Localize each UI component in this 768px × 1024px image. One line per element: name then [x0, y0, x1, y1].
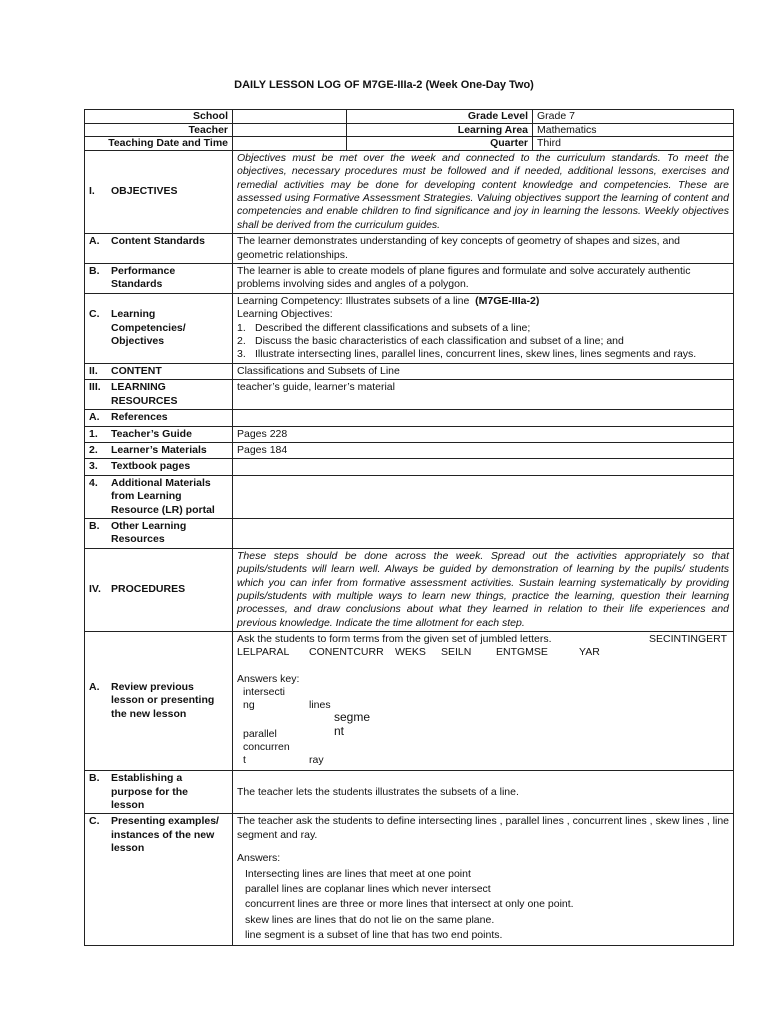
- area-value: Mathematics: [533, 123, 734, 137]
- jumbled-word: SECINTINGERT: [649, 633, 727, 646]
- performance-standards-row: [85, 264, 734, 294]
- teachers-guide-label: 1. Teacher’s Guide: [85, 426, 233, 442]
- teachers-guide-row: [85, 426, 734, 442]
- area-label: Learning Area: [347, 123, 533, 137]
- quarter-label: Quarter: [347, 137, 533, 151]
- answer-line: skew lines are lines that do not lie on the same plane.: [245, 913, 495, 926]
- purpose-text: The teacher lets the students illustrates the subsets of a line.: [233, 771, 734, 814]
- teachers-guide-value: Pages 228: [233, 426, 734, 442]
- jumbled-word: WEKS: [395, 646, 426, 659]
- content-text: Classifications and Subsets of Line: [233, 363, 734, 379]
- performance-standards-label: B. Performance Standards: [85, 264, 233, 294]
- answer-fragment: ng: [243, 699, 255, 712]
- presenting-cell: [233, 814, 734, 945]
- jumbled-word: SEILN: [441, 646, 472, 659]
- answers-key-label: Answers key:: [237, 673, 300, 686]
- competencies-row: [85, 293, 734, 363]
- objectives-heading: Learning Objectives:: [237, 308, 333, 321]
- answer-line: concurrent lines are three or more lines that intersect at only one point.: [245, 898, 574, 911]
- performance-standards-text: The learner is able to create models of plane figures and formulate and solve accurately authentic problems involving sides and angles of a polygon.: [233, 264, 734, 294]
- list-item: 1. Described the different classifications and subsets of a line;: [237, 321, 531, 334]
- school-label: School: [85, 110, 233, 124]
- answer-fragment: t: [243, 754, 246, 767]
- textbook-label: 3. Textbook pages: [85, 459, 233, 475]
- answer-line: Intersecting lines are lines that meet at one point: [245, 867, 471, 880]
- procedures-text: These steps should be done across the week. Spread out the activities appropriately so that pupils/students will learn well. Always be guided by demonstration of learning by the pupils/ students which you can infer from formative assessment activities. Sustain learning systematically by providing pupils/students with multiple ways to learn new things, practice the learning, question their learning processes, and draw conclusions about what they learned in relation to their life experiences and previous knowledge. Indicate the time allotment for each step.: [233, 548, 734, 631]
- presenting-label: C. Presenting examples/ instances of the new lesson: [85, 814, 233, 945]
- content-standards-text: The learner demonstrates understanding of key concepts of geometry of shapes and sizes, and geometric relationships.: [233, 234, 734, 264]
- answer-fragment: lines: [309, 699, 331, 712]
- list-item: 2. Discuss the basic characteristics of each classification and subset of a line; and: [237, 335, 624, 348]
- date-value: [233, 137, 347, 151]
- learners-materials-label: 2. Learner’s Materials: [85, 442, 233, 458]
- references-value: [233, 410, 734, 426]
- list-item: 3. Illustrate intersecting lines, parallel lines, concurrent lines, skew lines, lines segments and rays.: [237, 348, 697, 361]
- grade-value: Grade 7: [533, 110, 734, 124]
- references-label: A. References: [85, 410, 233, 426]
- answer-fragment: ray: [309, 754, 324, 767]
- objectives-text: Objectives must be met over the week and connected to the curriculum standards. To meet the objectives, necessary procedures must be followed and if needed, additional lessons, exercises and remedial activities may be done for developing content knowledge and competencies. These are assessed using Formative Assessment Strategies. Valuing objectives support the learning of content and competencies and enable children to find significance and joy in learning the lessons. Weekly objectives shall be derived from the curriculum guides.: [233, 150, 734, 233]
- content-standards-label: A. Content Standards: [85, 234, 233, 264]
- jumbled-word: LELPARAL: [237, 646, 290, 659]
- jumbled-word: CONENTCURR: [309, 646, 384, 659]
- answer-fragment: concurren: [243, 741, 290, 754]
- teacher-label: Teacher: [85, 123, 233, 137]
- date-row: [85, 137, 734, 151]
- grade-label: Grade Level: [347, 110, 533, 124]
- document-title: DAILY LESSON LOG OF M7GE-IIIa-2 (Week One-Day Two): [234, 79, 534, 91]
- learners-materials-row: [85, 442, 734, 458]
- purpose-label: B. Establishing a purpose for the lesson: [85, 771, 233, 814]
- answer-fragment: parallel: [243, 728, 277, 741]
- presenting-row: [85, 814, 734, 945]
- content-label: II. CONTENT: [85, 363, 233, 379]
- other-resources-row: [85, 518, 734, 548]
- answer-line: line segment is a subset of line that has two end points.: [245, 929, 503, 942]
- additional-materials-row: [85, 475, 734, 518]
- answer-line: parallel lines are coplanar lines which never intersect: [245, 883, 491, 896]
- purpose-row: [85, 771, 734, 814]
- textbook-value: [233, 459, 734, 475]
- textbook-row: [85, 459, 734, 475]
- answer-fragment: nt: [334, 724, 345, 739]
- answer-fragment: intersecti: [243, 686, 286, 699]
- procedures-label: IV. PROCEDURES: [85, 548, 233, 631]
- additional-materials-label: 4. Additional Materials from Learning Resource (LR) portal: [85, 475, 233, 518]
- date-label: Teaching Date and Time: [85, 137, 233, 151]
- competency-line: Learning Competency: Illustrates subsets of a line (M7GE-IIIa-2): [237, 294, 540, 307]
- review-label: A. Review previous lesson or presenting the new lesson: [85, 632, 233, 771]
- teacher-row: [85, 123, 734, 137]
- school-value: [233, 110, 347, 124]
- teacher-value: [233, 123, 347, 137]
- objectives-list: [237, 322, 729, 362]
- resources-text: teacher’s guide, learner’s material: [233, 380, 734, 410]
- review-row: [85, 632, 734, 771]
- procedures-row: [85, 548, 734, 631]
- resources-row: [85, 380, 734, 410]
- competencies-cell: [233, 293, 734, 363]
- quarter-value: Third: [533, 137, 734, 151]
- competencies-label: C. Learning Competencies/ Objectives: [85, 293, 233, 363]
- other-resources-label: B. Other Learning Resources: [85, 518, 233, 548]
- objectives-row: [85, 150, 734, 233]
- review-cell: [233, 632, 734, 771]
- review-instruction: Ask the students to form terms from the given set of jumbled letters.: [237, 633, 552, 646]
- presenting-text: The teacher ask the students to define intersecting lines , parallel lines , concurrent lines , skew lines , line segment and ray.: [237, 815, 730, 841]
- references-row: [85, 410, 734, 426]
- jumbled-word: ENTGMSE: [496, 646, 548, 659]
- lesson-log-table: [84, 109, 734, 946]
- content-row: [85, 363, 734, 379]
- resources-label: III. LEARNING RESOURCES: [85, 380, 233, 410]
- other-resources-value: [233, 518, 734, 548]
- school-row: [85, 110, 734, 124]
- learners-materials-value: Pages 184: [233, 442, 734, 458]
- presenting-answers-label: Answers:: [237, 852, 281, 865]
- answer-fragment: segme: [334, 710, 371, 725]
- content-standards-row: [85, 234, 734, 264]
- jumbled-word: YAR: [579, 646, 600, 659]
- objectives-label: I. OBJECTIVES: [85, 150, 233, 233]
- additional-materials-value: [233, 475, 734, 518]
